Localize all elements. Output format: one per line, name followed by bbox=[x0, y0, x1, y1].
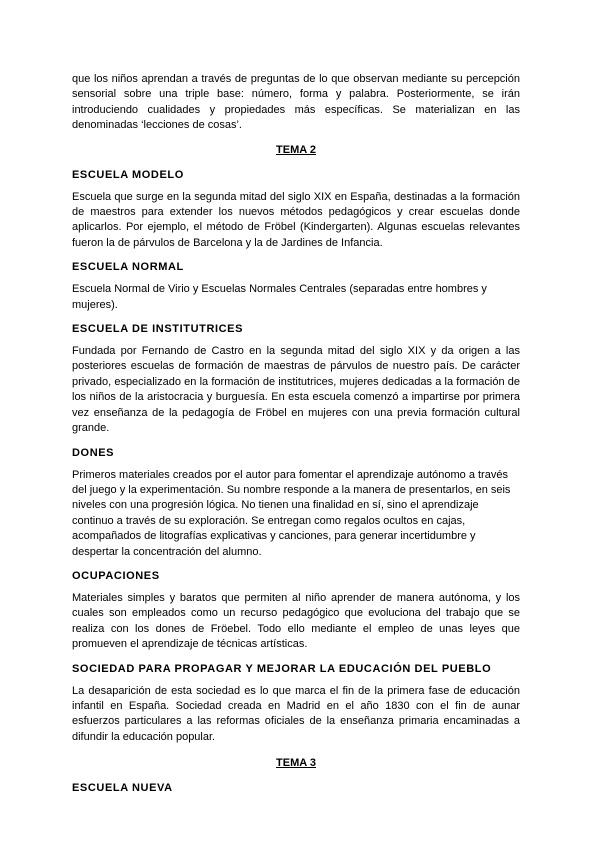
paragraph-escuela-normal: Escuela Normal de Virio y Escuelas Normales Centrales (separadas entre hombres y mujeres). bbox=[72, 283, 487, 311]
tema-3-heading: TEMA 3 bbox=[276, 757, 316, 770]
heading-sociedad: SOCIEDAD PARA PROPAGAR Y MEJORAR LA EDUCACIÓN DEL PUEBLO bbox=[72, 662, 492, 675]
heading-dones: DONES bbox=[72, 446, 115, 459]
heading-escuela-normal: ESCUELA NORMAL bbox=[72, 261, 184, 274]
intro-paragraph: que los niños aprendan a través de preguntas de lo que observan mediante su percepción sensorial sobre una triple base: número, forma y palabra. Posteriormente, se irán introduciendo cualidades y propiedades más específicas. Se materializan en las denominadas ‘lecciones de cosas’. bbox=[72, 73, 520, 132]
paragraph-ocupaciones: Materiales simples y baratos que permiten al niño aprender de manera autónoma, y los cuales son empleados como un recurso pedagógico que evoluciona del trabajo que se realiza con los dones de Fröebel. Todo ello mediante el empleo de unas leyes que promueven el aprendizaje de técnicas artísticas. bbox=[72, 591, 520, 651]
paragraph-escuela-modelo: Escuela que surge en la segunda mitad del siglo XIX en España, destinadas a la formación de maestros para extender los nuevos métodos pedagógicos y crear escuelas donde aplicarlos. Por ejemplo, el método de Fröbel (Kindergarten). Algunas escuelas relevantes fueron la de párvulos de Barcelona y la de Jardines de Infancia. bbox=[72, 190, 520, 249]
heading-escuela-institutrices: ESCUELA DE INSTITUTRICES bbox=[72, 323, 244, 336]
paragraph-escuela-institutrices: Fundada por Fernando de Castro en la segunda mitad del siglo XIX y da origen a las posteriores escuelas de formación de maestras de párvulos de nuestro país. De carácter privado, especializado en la formación de institutrices, mujeres dedicadas a la formación de los niños de la aristocracia y burguesía. En esta escuela comenzó a impartirse por primera vez enseñanza de la pedagogía de Fröbel en mujeres con una previa formación cultural grande. bbox=[72, 345, 520, 435]
heading-ocupaciones: OCUPACIONES bbox=[72, 569, 160, 582]
paragraph-dones: Primeros materiales creados por el autor para fomentar el aprendizaje autónomo a través del juego y la experimentación. Su nombre responde a la manera de presentarlos, en seis niveles con una progresión lógica. No tienen una finalidad en sí, sino el aprendizaje continuo a través de su exploración. Se entregan como regalos ocultos en cajas, acompañados de litografías explicativas y canciones, para generar incertidumbre y despertar la concentración del alumno. bbox=[72, 468, 511, 558]
paragraph-sociedad: La desaparición de esta sociedad es lo que marca el fin de la primera fase de educación infantil en España. Sociedad creada en Madrid en el año 1830 con el fin de aunar esfuerzos particulares a las reformas oficiales de la enseñanza primaria encaminadas a difundir la educación popular. bbox=[72, 684, 520, 743]
heading-escuela-modelo: ESCUELA MODELO bbox=[72, 168, 184, 181]
document-page bbox=[72, 72, 520, 803]
tema-2-heading: TEMA 2 bbox=[276, 143, 316, 156]
heading-escuela-nueva: ESCUELA NUEVA bbox=[72, 782, 173, 795]
